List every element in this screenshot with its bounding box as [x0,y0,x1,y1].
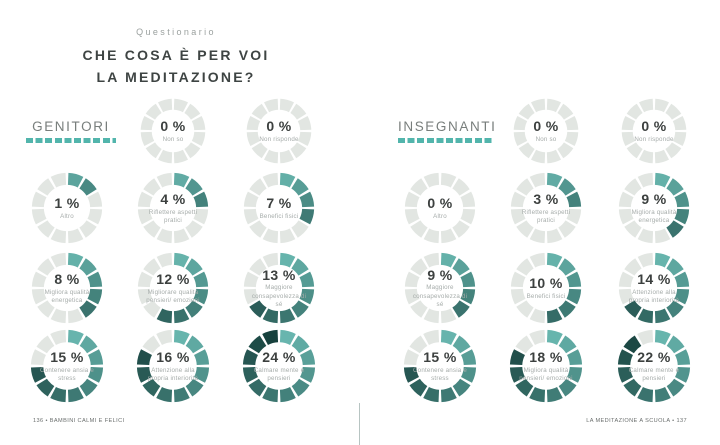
donut-label: Migliorare qualità pensieri/ emozioni [146,288,200,304]
title-line-2: LA MEDITAZIONE? [96,69,256,85]
donut-label: Non risponde [634,135,674,143]
donut-label: Maggiore consapevolezza di sé [412,284,468,308]
donut-chart [390,316,490,416]
donut-percent: 24 % [262,349,296,366]
donut-center [123,316,223,416]
donut-percent: 14 % [637,271,671,288]
donut-label: Calmare mente e pensieri [253,366,305,382]
donut-percent: 12 % [156,271,190,288]
donut-center [17,316,117,416]
donut-label: Altro [433,212,447,220]
donut-label: Migliora qualità energetica [631,208,677,224]
donut-label: Riflettere aspetti pratici [148,208,198,224]
donut-percent: 0 % [533,118,559,135]
donut-percent: 0 % [160,118,186,135]
questionnaire-title [58,27,294,88]
donut-label: Benefici fisici [259,212,299,220]
donut-label: Migliora qualità energetica [44,288,90,304]
donut-percent: 10 % [529,275,563,292]
title-eyebrow: Questionario [136,27,216,37]
donut-percent: 15 % [423,349,457,366]
donut-label: Contenere ansia e stress [413,366,467,382]
group-title: GENITORI [32,119,110,134]
dashed-underline [26,138,116,143]
donut-percent: 0 % [266,118,292,135]
donut-chart [123,316,223,416]
donut-label: Calmare mente e pensieri [628,366,680,382]
group-header-insegnanti [398,119,497,143]
donut-percent: 16 % [156,349,190,366]
donut-percent: 1 % [54,195,80,212]
donut-percent: 9 % [427,266,453,283]
page-divider [359,403,360,445]
group-header-genitori [26,119,116,143]
donut-label: Attenzione alla propria interiorità [628,288,680,304]
donut-chart [496,316,596,416]
donut-percent: 9 % [641,191,667,208]
donut-percent: 4 % [160,191,186,208]
donut-center [604,316,704,416]
title-line-1: CHE COSA È PER VOI [82,47,270,63]
donut-percent: 22 % [637,349,671,366]
donut-percent: 3 % [533,191,559,208]
footer-page-left: 136 • BAMBINI CALMI E FELICI [33,418,125,424]
donut-label: Contenere ansia e stress [40,366,94,382]
donut-chart [229,316,329,416]
donut-label: Riflettere aspetti pratici [521,208,571,224]
donut-label: Non risponde [259,135,299,143]
donut-label: Attenzione alla propria interiorità [147,366,199,382]
donut-percent: 15 % [50,349,84,366]
donut-percent: 13 % [262,266,296,283]
group-title: INSEGNANTI [398,119,497,134]
donut-label: Maggiore consapevolezza di sé [251,284,307,308]
donut-label: Benefici fisici [526,292,566,300]
footer-page-right: LA MEDITAZIONE A SCUOLA • 137 [586,418,687,424]
donut-label: Non so [535,135,557,143]
donut-chart [604,316,704,416]
donut-center [390,316,490,416]
donut-label: Altro [60,212,74,220]
donut-chart [17,316,117,416]
donut-center [229,316,329,416]
donut-percent: 0 % [427,195,453,212]
donut-percent: 8 % [54,271,80,288]
dashed-underline [398,138,492,143]
donut-center [496,316,596,416]
donut-percent: 0 % [641,118,667,135]
donut-label: Migliora qualità pensieri/ emozioni [519,366,573,382]
donut-percent: 18 % [529,349,563,366]
donut-percent: 7 % [266,195,292,212]
donut-label: Non so [162,135,184,143]
